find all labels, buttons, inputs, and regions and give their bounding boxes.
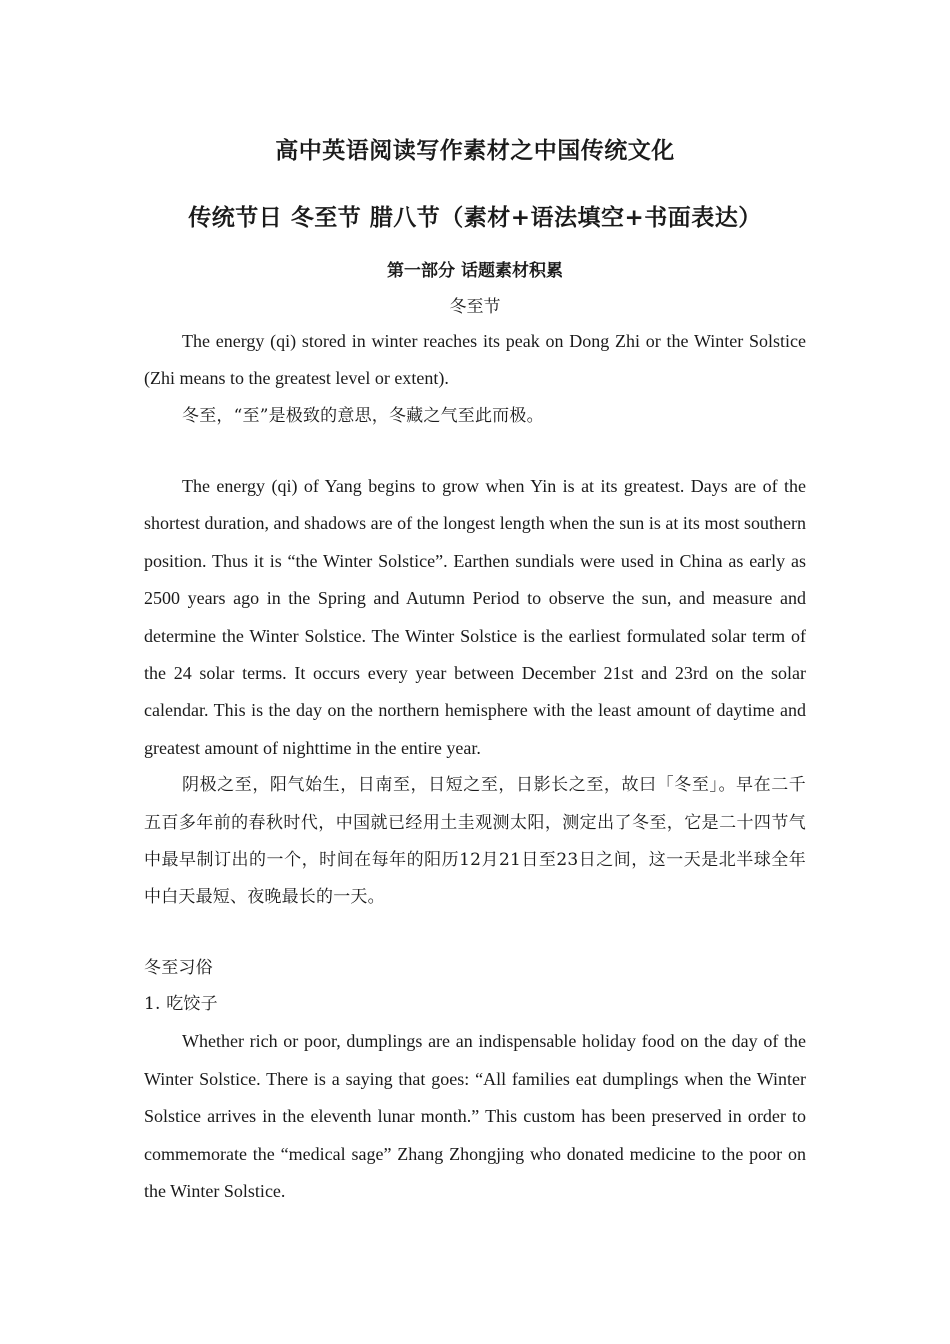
custom-1-block (144, 986, 806, 1210)
explanation-block (144, 468, 806, 917)
intro-block (144, 323, 806, 435)
topic-heading: 冬至节 (449, 297, 501, 317)
paragraph-zh-2: 阴极之至，阳气始生，日南至，日短之至，日影长之至，故曰「冬至」。早在二千五百多年前的春秋时代，中国就已经用土圭观测太阳，测定出了冬至，它是二十四节气中最早制订出的一个，时间在每年的阳历12月21日至23日之间，这一天是北半球全年中白天最短、夜晚最长的一天。 (144, 775, 806, 908)
paragraph-zh-1: 冬至，“至”是极致的意思，冬藏之气至此而极。 (182, 405, 544, 426)
custom-1-heading: 1. 吃饺子 (144, 994, 218, 1014)
paragraph-en-1: The energy (qi) stored in winter reaches its peak on Dong Zhi or the Winter Solstice (Zhi means to the greatest level or extent). (144, 331, 806, 389)
customs-heading: 冬至习俗 (144, 958, 213, 978)
section-title: 第一部分 话题素材积累 (387, 261, 563, 281)
document-title: 高中英语阅读写作素材之中国传统文化 (275, 138, 675, 164)
document-subtitle: 传统节日 冬至节 腊八节（素材+语法填空+书面表达） (188, 205, 762, 231)
paragraph-en-3: Whether rich or poor, dumplings are an indispensable holiday food on the day of the Winter Solstice. There is a saying that goes: “All families eat dumplings when the Winter Solstice arrives in the eleventh lunar month.” This custom has been preserved in order to commemorate the “medical sage” Zhang Zhongjing who donated medicine to the poor on the Winter Solstice. (144, 1031, 806, 1202)
paragraph-en-2: The energy (qi) of Yang begins to grow when Yin is at its greatest. Days are of the shortest duration, and shadows are of the longest length when the sun is at its most southern position. Thus it is “the Winter Solstice”. Earthen sundials were used in China as early as 2500 years ago in the Spring and Autumn Period to observe the sun, and measure and determine the Winter Solstice. The Winter Solstice is the earliest formulated solar term of the 24 solar terms. It occurs every year between December 21st and 23rd on the solar calendar. This is the day on the northern hemisphere with the least amount of daytime and greatest amount of nighttime in the entire year. (144, 476, 806, 758)
customs-block (144, 950, 806, 987)
